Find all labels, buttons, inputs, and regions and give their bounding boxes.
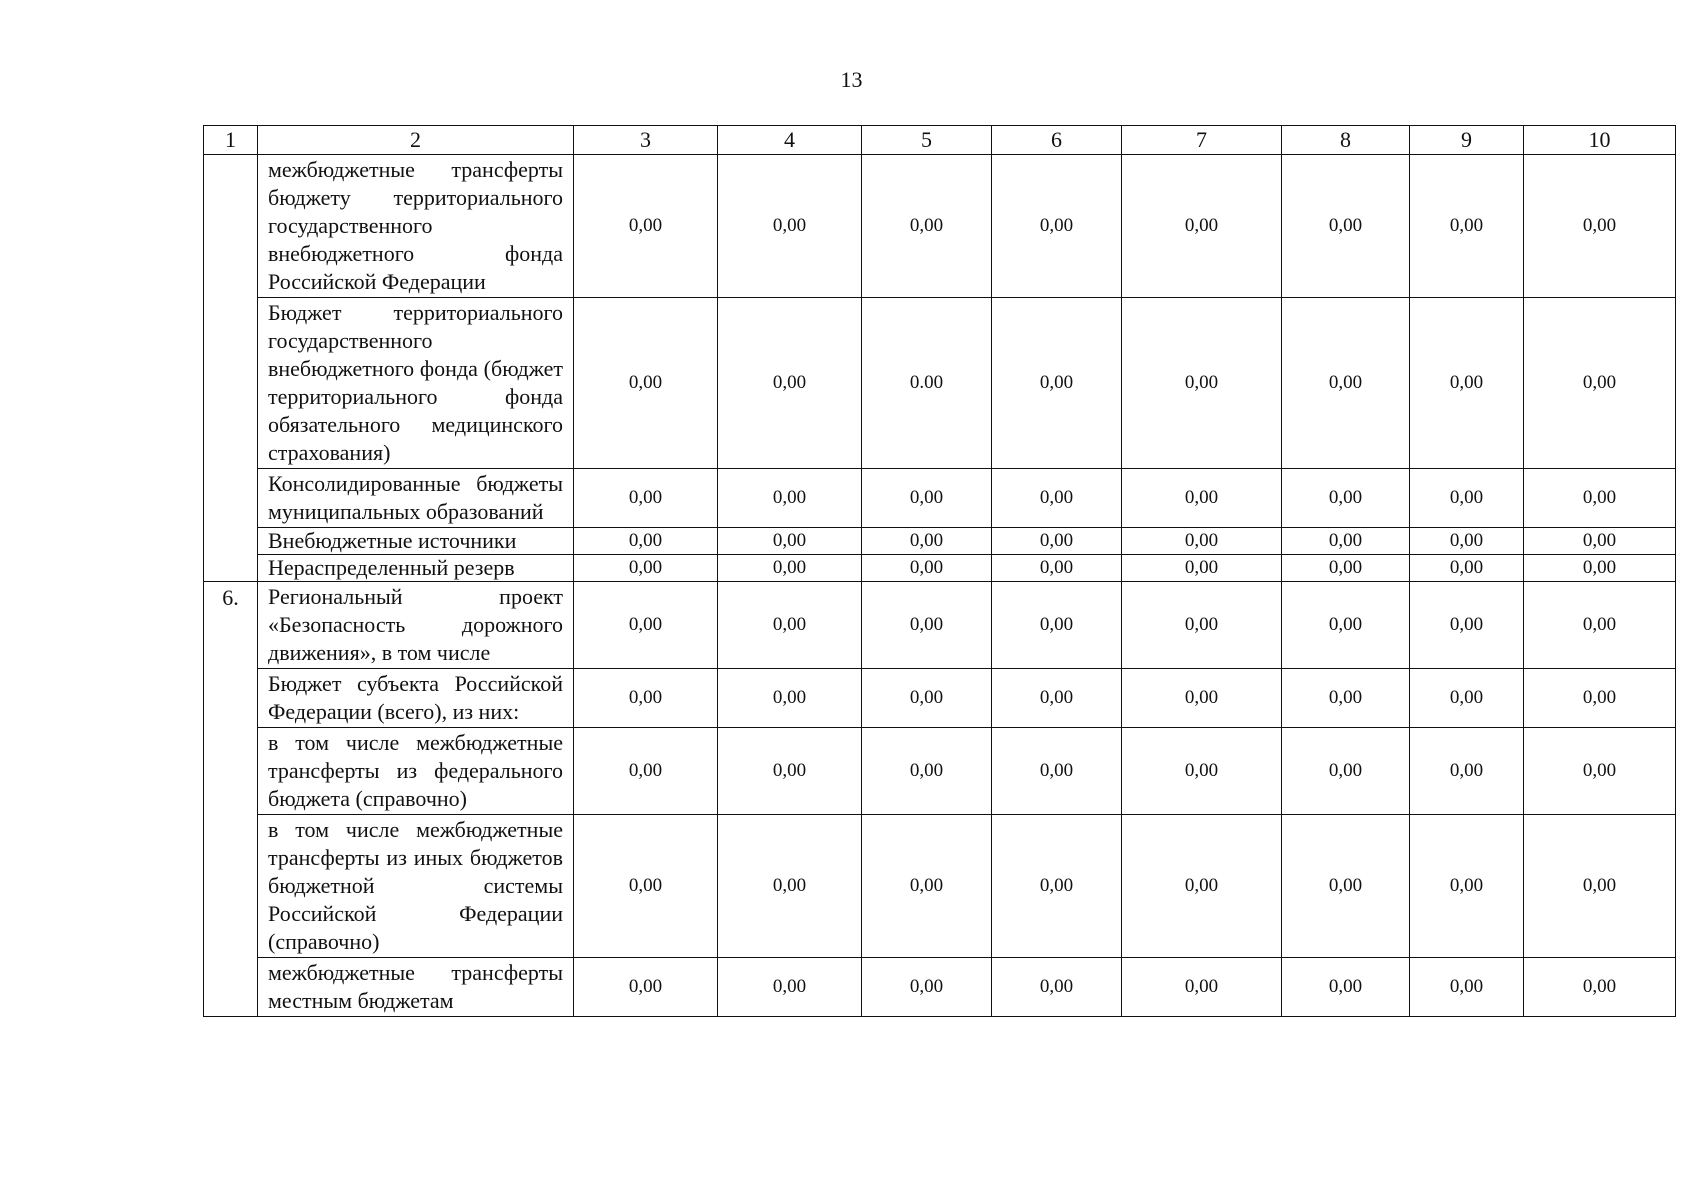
column-header-8: 8	[1282, 126, 1410, 155]
value-cell: 0,00	[1410, 669, 1524, 728]
row-number	[204, 155, 258, 582]
row-number: 6.	[204, 582, 258, 1017]
value-cell: 0,00	[1282, 815, 1410, 958]
column-header-5: 5	[862, 126, 992, 155]
value-cell: 0,00	[1282, 469, 1410, 528]
table-row	[204, 555, 1676, 582]
table-row	[204, 669, 1676, 728]
value-cell: 0,00	[992, 528, 1122, 555]
value-cell: 0.00	[862, 298, 992, 469]
row-name: Бюджет территориального государственного внебюджетного фонда (бюджет территориального фонда обязательного медицинского страхования)	[258, 298, 574, 469]
value-cell: 0,00	[1122, 469, 1282, 528]
value-cell: 0,00	[1410, 728, 1524, 815]
value-cell: 0,00	[1122, 728, 1282, 815]
value-cell: 0,00	[1410, 528, 1524, 555]
value-cell: 0,00	[992, 298, 1122, 469]
value-cell: 0,00	[574, 728, 718, 815]
value-cell: 0,00	[1122, 298, 1282, 469]
value-cell: 0,00	[1410, 958, 1524, 1017]
value-cell: 0,00	[862, 958, 992, 1017]
value-cell: 0,00	[992, 669, 1122, 728]
value-cell: 0,00	[1122, 555, 1282, 582]
value-cell: 0,00	[1524, 815, 1676, 958]
value-cell: 0,00	[862, 528, 992, 555]
row-name: межбюджетные трансферты бюджету территориального государственного внебюджетного фонда Российской Федерации	[258, 155, 574, 298]
value-cell: 0,00	[1524, 555, 1676, 582]
table-row	[204, 528, 1676, 555]
row-name: Внебюджетные источники	[258, 528, 574, 555]
value-cell: 0,00	[1524, 528, 1676, 555]
value-cell: 0,00	[1524, 582, 1676, 669]
column-header-1: 1	[204, 126, 258, 155]
value-cell: 0,00	[718, 815, 862, 958]
value-cell: 0,00	[1282, 669, 1410, 728]
value-cell: 0,00	[718, 728, 862, 815]
value-cell: 0,00	[992, 582, 1122, 669]
value-cell: 0,00	[1122, 582, 1282, 669]
row-name: в том числе межбюджетные трансферты из иных бюджетов бюджетной системы Российской Федерации (справочно)	[258, 815, 574, 958]
column-header-4: 4	[718, 126, 862, 155]
row-name: межбюджетные трансферты местным бюджетам	[258, 958, 574, 1017]
table-row	[204, 815, 1676, 958]
value-cell: 0,00	[574, 958, 718, 1017]
value-cell: 0,00	[718, 528, 862, 555]
table-row	[204, 728, 1676, 815]
value-cell: 0,00	[1282, 298, 1410, 469]
column-header-2: 2	[258, 126, 574, 155]
column-header-3: 3	[574, 126, 718, 155]
table-row	[204, 958, 1676, 1017]
row-name: в том числе межбюджетные трансферты из федерального бюджета (справочно)	[258, 728, 574, 815]
value-cell: 0,00	[1122, 669, 1282, 728]
value-cell: 0,00	[574, 669, 718, 728]
value-cell: 0,00	[718, 469, 862, 528]
row-name: Региональный проект «Безопасность дорожного движения», в том числе	[258, 582, 574, 669]
value-cell: 0,00	[574, 298, 718, 469]
row-name: Бюджет субъекта Российской Федерации (всего), из них:	[258, 669, 574, 728]
value-cell: 0,00	[1524, 669, 1676, 728]
value-cell: 0,00	[1410, 582, 1524, 669]
value-cell: 0,00	[862, 669, 992, 728]
value-cell: 0,00	[1122, 528, 1282, 555]
value-cell: 0,00	[1122, 958, 1282, 1017]
value-cell: 0,00	[992, 155, 1122, 298]
value-cell: 0,00	[1122, 815, 1282, 958]
value-cell: 0,00	[992, 958, 1122, 1017]
value-cell: 0,00	[574, 528, 718, 555]
table-row	[204, 298, 1676, 469]
row-name: Консолидированные бюджеты муниципальных образований	[258, 469, 574, 528]
value-cell: 0,00	[718, 555, 862, 582]
column-header-7: 7	[1122, 126, 1282, 155]
value-cell: 0,00	[1282, 958, 1410, 1017]
value-cell: 0,00	[1524, 958, 1676, 1017]
value-cell: 0,00	[862, 728, 992, 815]
column-header-10: 10	[1524, 126, 1676, 155]
value-cell: 0,00	[574, 815, 718, 958]
value-cell: 0,00	[1282, 582, 1410, 669]
value-cell: 0,00	[1410, 469, 1524, 528]
value-cell: 0,00	[862, 815, 992, 958]
value-cell: 0,00	[992, 815, 1122, 958]
column-header-6: 6	[992, 126, 1122, 155]
value-cell: 0,00	[1410, 555, 1524, 582]
value-cell: 0,00	[862, 469, 992, 528]
header-row	[204, 126, 1676, 155]
budget-table	[203, 125, 1676, 1017]
value-cell: 0,00	[1524, 728, 1676, 815]
value-cell: 0,00	[1410, 815, 1524, 958]
value-cell: 0,00	[1410, 298, 1524, 469]
value-cell: 0,00	[1282, 155, 1410, 298]
value-cell: 0,00	[718, 582, 862, 669]
value-cell: 0,00	[992, 728, 1122, 815]
value-cell: 0,00	[1282, 528, 1410, 555]
value-cell: 0,00	[718, 958, 862, 1017]
value-cell: 0,00	[862, 155, 992, 298]
value-cell: 0,00	[1282, 555, 1410, 582]
value-cell: 0,00	[862, 555, 992, 582]
value-cell: 0,00	[862, 582, 992, 669]
value-cell: 0,00	[574, 582, 718, 669]
value-cell: 0,00	[1524, 298, 1676, 469]
value-cell: 0,00	[1282, 728, 1410, 815]
value-cell: 0,00	[1524, 155, 1676, 298]
value-cell: 0,00	[574, 469, 718, 528]
value-cell: 0,00	[718, 669, 862, 728]
value-cell: 0,00	[718, 155, 862, 298]
value-cell: 0,00	[574, 555, 718, 582]
value-cell: 0,00	[992, 555, 1122, 582]
value-cell: 0,00	[1410, 155, 1524, 298]
table-row	[204, 469, 1676, 528]
value-cell: 0,00	[992, 469, 1122, 528]
value-cell: 0,00	[1122, 155, 1282, 298]
table-row	[204, 582, 1676, 669]
row-name: Нераспределенный резерв	[258, 555, 574, 582]
column-header-9: 9	[1410, 126, 1524, 155]
value-cell: 0,00	[718, 298, 862, 469]
page-number: 13	[840, 67, 863, 92]
value-cell: 0,00	[1524, 469, 1676, 528]
table-row	[204, 155, 1676, 298]
value-cell: 0,00	[574, 155, 718, 298]
